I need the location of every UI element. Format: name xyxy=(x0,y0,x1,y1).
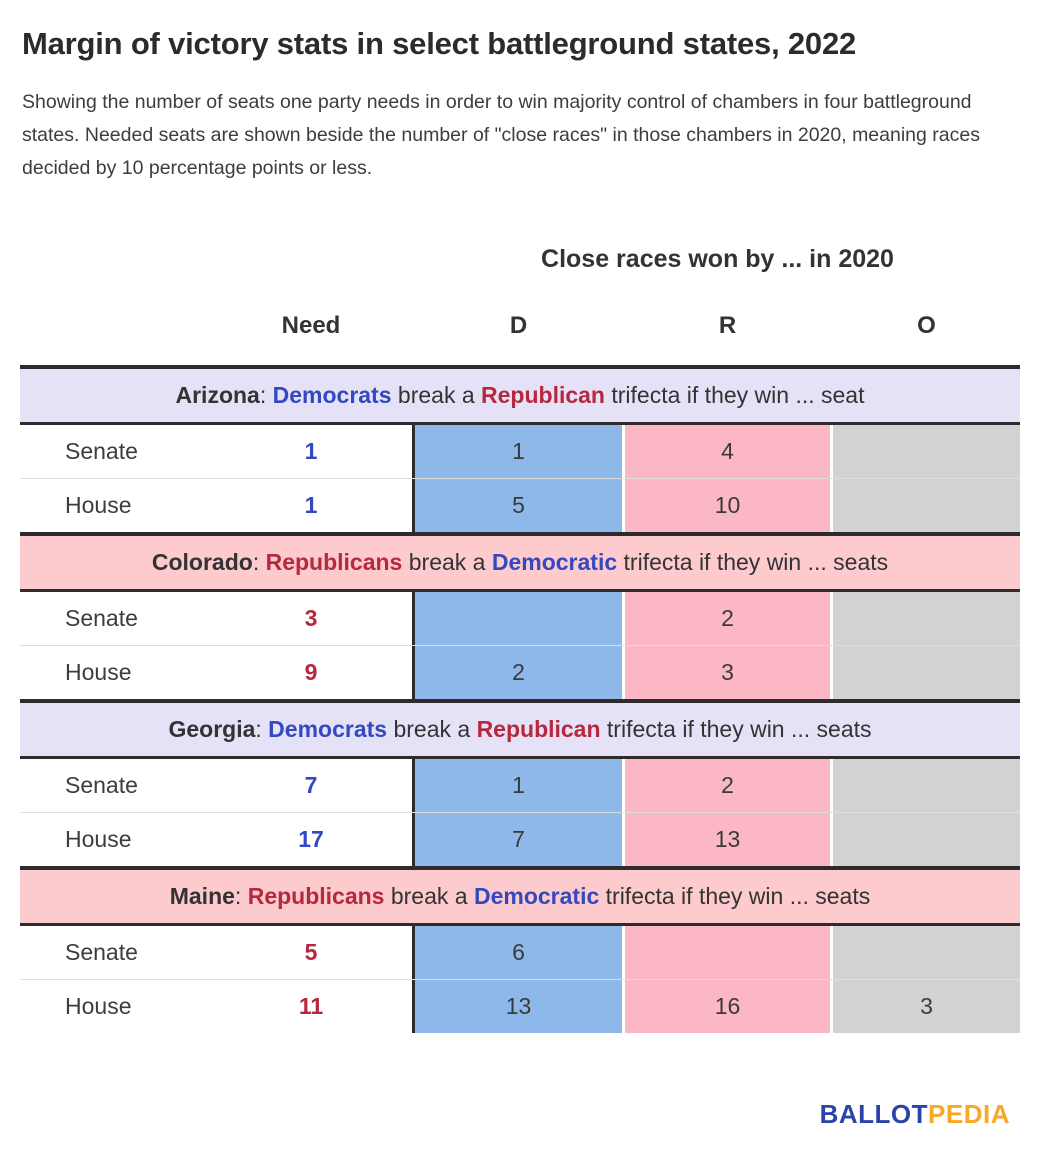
r-close-races-cell: 10 xyxy=(625,479,830,532)
banner-loser-party: Republican xyxy=(476,716,601,742)
o-close-races-cell xyxy=(833,592,1020,645)
table-row-arizona-house xyxy=(20,478,1020,532)
d-close-races-cell: 5 xyxy=(415,479,622,532)
banner-colon: : xyxy=(259,382,273,408)
banner-mid-text: break a xyxy=(402,549,492,575)
banner-state-name: Arizona xyxy=(175,382,260,408)
column-header-o: O xyxy=(917,312,936,339)
banner-mid-text: break a xyxy=(391,382,482,408)
banner-winner-party: Democrats xyxy=(268,716,388,742)
need-value: 7 xyxy=(210,759,412,812)
state-banner-arizona xyxy=(20,365,1020,425)
banner-loser-party: Democratic xyxy=(491,549,618,575)
d-close-races-cell: 1 xyxy=(415,759,622,812)
r-close-races-cell: 3 xyxy=(625,646,830,699)
banner-winner-party: Republicans xyxy=(247,883,385,909)
r-close-races-cell: 16 xyxy=(625,980,830,1033)
table-row-georgia-house xyxy=(20,812,1020,866)
logo-pedia-text: PEDIA xyxy=(928,1099,1010,1129)
d-close-races-cell: 6 xyxy=(415,926,622,979)
o-close-races-cell xyxy=(833,759,1020,812)
banner-colon: : xyxy=(255,716,269,742)
d-close-races-cell: 13 xyxy=(415,980,622,1033)
d-close-races-cell: 1 xyxy=(415,425,622,478)
banner-loser-party: Republican xyxy=(481,382,605,408)
need-value: 1 xyxy=(210,479,412,532)
banner-state-name: Maine xyxy=(169,883,235,909)
logo-ballot-text: BALLOT xyxy=(819,1099,929,1129)
banner-state-name: Georgia xyxy=(168,716,256,742)
d-close-races-cell xyxy=(415,592,622,645)
r-close-races-cell: 13 xyxy=(625,813,830,866)
banner-colon: : xyxy=(252,549,266,575)
chamber-label: House xyxy=(20,646,210,699)
banner-tail-text: trifecta if they win ... seats xyxy=(617,549,889,575)
column-header-r: R xyxy=(718,312,737,339)
banner-tail-text: trifecta if they win ... seats xyxy=(599,883,871,909)
banner-colon: : xyxy=(234,883,248,909)
table-row-maine-senate xyxy=(20,926,1020,979)
table-row-maine-house xyxy=(20,979,1020,1033)
need-value: 5 xyxy=(210,926,412,979)
r-close-races-cell xyxy=(625,926,830,979)
page-title: Margin of victory stats in select battleground states, 2022 xyxy=(22,26,857,61)
column-header-d: D xyxy=(509,312,528,339)
r-close-races-cell: 2 xyxy=(625,759,830,812)
banner-tail-text: trifecta if they win ... seats xyxy=(600,716,872,742)
table-row-georgia-senate xyxy=(20,759,1020,812)
need-value: 11 xyxy=(210,980,412,1033)
o-close-races-cell xyxy=(833,479,1020,532)
d-close-races-cell: 7 xyxy=(415,813,622,866)
state-banner-maine xyxy=(20,866,1020,926)
state-banner-georgia xyxy=(20,699,1020,759)
column-header-row xyxy=(20,312,1020,340)
chamber-label: Senate xyxy=(20,592,210,645)
r-close-races-cell: 2 xyxy=(625,592,830,645)
banner-tail-text: trifecta if they win ... seat xyxy=(604,382,865,408)
r-close-races-cell: 4 xyxy=(625,425,830,478)
column-header-chamber xyxy=(20,312,210,340)
page-subtitle: Showing the number of seats one party needs in order to win majority control of chambers in four battleground states. Needed seats are shown beside the number of "close races" in those chambers in 2020, meaning races decided by 10 percentage points or less. xyxy=(22,91,980,179)
d-close-races-cell: 2 xyxy=(415,646,622,699)
chamber-label: Senate xyxy=(20,759,210,812)
need-value: 9 xyxy=(210,646,412,699)
need-value: 3 xyxy=(210,592,412,645)
table-row-arizona-senate xyxy=(20,425,1020,478)
need-value: 17 xyxy=(210,813,412,866)
need-value: 1 xyxy=(210,425,412,478)
span-header-row xyxy=(20,245,1020,274)
o-close-races-cell xyxy=(833,813,1020,866)
chamber-label: House xyxy=(20,980,210,1033)
chamber-label: House xyxy=(20,479,210,532)
o-close-races-cell: 3 xyxy=(833,980,1020,1033)
banner-state-name: Colorado xyxy=(151,549,253,575)
banner-mid-text: break a xyxy=(384,883,474,909)
banner-loser-party: Democratic xyxy=(473,883,600,909)
table-row-colorado-senate xyxy=(20,592,1020,645)
o-close-races-cell xyxy=(833,425,1020,478)
banner-winner-party: Democrats xyxy=(272,382,392,408)
ballotpedia-logo xyxy=(820,1099,1010,1130)
o-close-races-cell xyxy=(833,926,1020,979)
span-header-spacer xyxy=(20,245,415,274)
chamber-label: Senate xyxy=(20,425,210,478)
banner-mid-text: break a xyxy=(387,716,477,742)
o-close-races-cell xyxy=(833,646,1020,699)
state-banner-colorado xyxy=(20,532,1020,592)
banner-winner-party: Republicans xyxy=(265,549,403,575)
margin-of-victory-table xyxy=(20,365,1020,1033)
chamber-label: House xyxy=(20,813,210,866)
chamber-label: Senate xyxy=(20,926,210,979)
close-races-span-header: Close races won by ... in 2020 xyxy=(541,245,894,273)
table-row-colorado-house xyxy=(20,645,1020,699)
column-header-need: Need xyxy=(281,312,341,339)
